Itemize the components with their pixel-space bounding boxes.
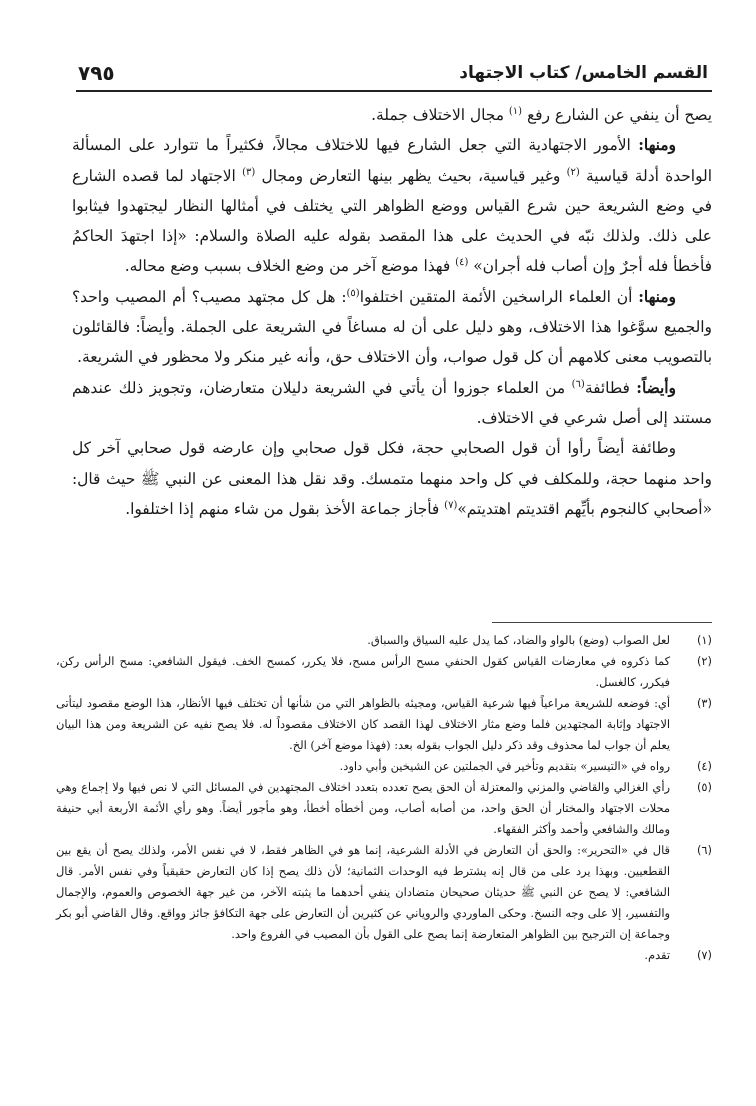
footnote-ref: (٤) [455, 257, 469, 269]
main-text [72, 100, 712, 524]
footnote: (٤) رواه في «التيسير» بتقديم وتأخير في الجملتين عن الشيخين وأبي داود. [339, 759, 712, 773]
page-number: ٧٩٥ [78, 61, 115, 85]
footnotes [56, 630, 712, 966]
footnote: (٧) تقدم. [644, 948, 712, 962]
page-header [78, 58, 708, 88]
footnote-ref: (١) [508, 105, 523, 117]
paragraph: ومنها: أن العلماء الراسخين الأئمة المتقين اختلفوا$^{(٥)}$: هل كل مجتهد مصيب؟ أم المصيب واحد؟ والجميع سوَّغوا هذا الاختلاف، وهو دليل على أن له مساغاً في الشريعة على الجملة. وأيضاً: فالقائلون بالتصويب معنى كلامهم أن كل قول صواب، وأن الاختلاف حق، وأنه غير منكر ولا محظور في الشريعة. [72, 287, 712, 367]
footnote: (٥) رأي الغزالي والقاضي والمزني والمعتزلة أن الحق يصح تعدده بتعدد اختلاف المجتهدين في المسائل التي لا نص فيها ولا إجماع وهي محلات الاجتهاد والمختار أن الحق واحد، من أصابه أصاب، ومن أخطأه أخطأ، وهو مأجور أيضاً. وهو رأي الأئمة الأربعة أبي حنيفة ومالك والشافعي وأحمد وأكثر الفقهاء. [56, 780, 712, 836]
footnote-divider [492, 622, 712, 623]
paragraph: يصح أن ينفي عن الشارع رفع $^{(١)}$ مجال الاختلاف جملة. [371, 105, 712, 124]
footnote-ref: (٦) [571, 378, 585, 390]
footnote-ref: (٣) [242, 166, 256, 178]
paragraph: ومنها: الأمور الاجتهادية التي جعل الشارع فيها للاختلاف مجالاً، فكثيراً ما تتوارد على المسألة الواحدة أدلة قياسية $^{(٢)}$ وغير قياسية، بحيث يظهر بينها التعارض ومجال $^{(٣)}$ الاجتهاد لما قصده الشارع في وضع الشريعة حين شرع القياس ووضع الظواهر التي يختلف في أمثالها النظار ليجتهدوا فيثابوا على ذلك. ولذلك نبّه في الحديث على هذا المقصد بقوله عليه الصلاة والسلام: «إذا اجتهدَ الحاكمُ فأخطأ فله أجرٌ وإن أصاب فله أجران» $^{(٤)}$ فهذا موضع آخر من وضع الخلاف بسبب وضع محاله. [72, 136, 712, 276]
paragraph: وطائفة أيضاً رأوا أن قول الصحابي حجة، فكل قول صحابي وإن عارضه قول صحابي آخر كل واحد منهما حجة، وللمكلف في كل واحد منهما متمسك. وقد نقل هذا المعنى عن النبي ﷺ حيث قال: «أصحابي كالنجوم بأيِّهم اقتديتم اهتديتم»$^{(٧)}$ فأجاز جماعة الأخذ بقول من شاء منهم إذا اختلفوا. [72, 439, 712, 518]
running-title: القسم الخامس/ كتاب الاجتهاد [459, 63, 708, 83]
paragraph: وأيضاً: فطائفة$^{(٦)}$ من العلماء جوزوا أن يأتي في الشريعة دليلان متعارضان، وتجويز ذلك عندهم مستند إلى أصل شرعي في الاختلاف. [72, 378, 712, 427]
footnote: (٢) كما ذكروه في معارضات القياس كقول الحنفي مسح الرأس مسح، فلا يكرر، كمسح الخف. فيقول الشافعي: مسح الرأس ركن، فيكرر، كالغسل. [56, 654, 712, 689]
footnote: (٦) قال في «التحرير»: والحق أن التعارض في الأدلة الشرعية، إنما هو في الظاهر فقط، لا في نفس الأمر، ولذلك يصح أن يقع بين القطعيين. وبهذا يرد على من قال إنه يشترط فيه الوحدات الثمانية؛ لأن ذلك يصح إذا كان التعارض حقيقياً وفي نفس الأمر. قال الشافعي: لا يصح عن النبي ﷺ حديثان صحيحان متضادان ينفي أحدهما ما يثبته الآخر، من غير جهة الخصوص والعموم، والإجمال والتفسير، إلا على وجه النسخ. وحكى الماوردي والروياني عن كثيرين أن التعارض على جهة التكافؤ جائز وواقع. وقال القاضي أبو بكر وجماعة إن الترجيح بين الظواهر المتعارضة إنما يصح على القول بأن المصيب في الفروع واحد. [56, 843, 712, 941]
footnote: (١) لعل الصواب (وضع) بالواو والضاد، كما يدل عليه السياق والسباق. [367, 633, 712, 647]
footnote-ref: (٧) [444, 499, 458, 511]
footnote: (٣) أي: فوضعه للشريعة مراعياً فيها شرعية القياس، ومجيئه بالظواهر التي من شأنها أن تختلف فيها الأنظار، هذا الوضع مقصود ليتأتى الاجتهاد وإثابة المجتهدين فلما وضع مثار الاختلاف لهذا القصد كان الاختلاف مقصوداً له. فلا يصح نفيه عن الشريعة ومن هذا البيان يعلم أن جواب لما محذوف وقد ذكر دليل الجواب بقوله بعد: (فهذا موضع آخر) الخ. [56, 696, 712, 752]
footnote-ref: (٢) [566, 166, 580, 178]
footnote-ref: (٥) [346, 287, 360, 299]
header-divider [76, 90, 712, 92]
